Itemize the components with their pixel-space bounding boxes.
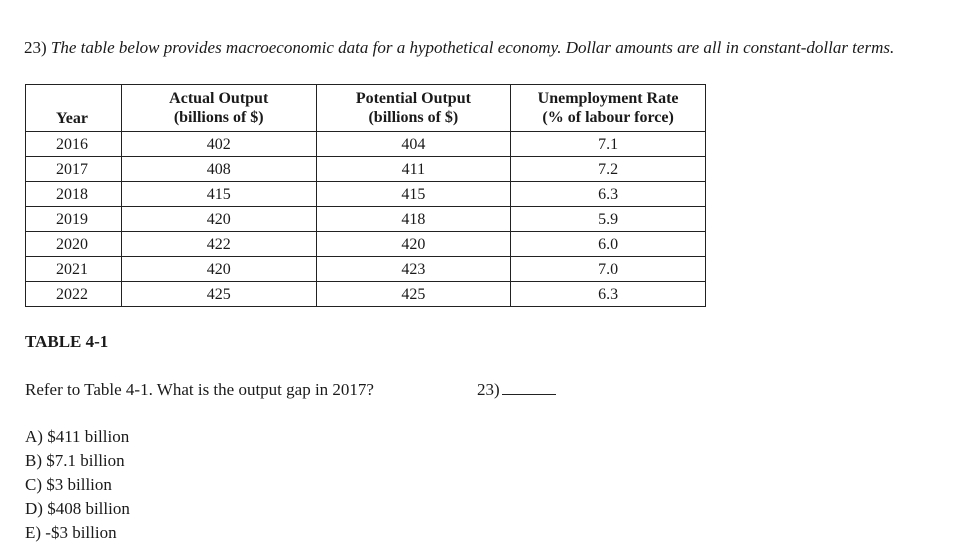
header-potential-output-line1: Potential Output [355,90,471,107]
table-caption: TABLE 4-1 [25,332,109,351]
cell-unemployment-rate: 6.0 [511,232,706,257]
choice-d: D) $408 billion [25,499,130,518]
cell-unemployment-rate: 7.2 [511,157,706,182]
cell-actual-output: 408 [121,157,316,182]
cell-year: 2016 [26,132,122,157]
macroeconomic-data-table [25,84,706,307]
question-number: 23) [24,38,47,57]
answer-label: 23) [477,380,500,399]
cell-year: 2019 [26,207,122,232]
choice-a: A) $411 billion [25,427,130,446]
cell-unemployment-rate: 6.3 [511,282,706,307]
question-stem: The table below provides macroeconomic data for a hypothetical economy. Dollar amounts are all in constant-dollar terms. [50,38,895,57]
cell-potential-output: 411 [316,157,511,182]
cell-year: 2017 [26,157,122,182]
cell-year: 2021 [26,257,122,282]
question-header [24,38,894,58]
answer-blank-line [502,380,556,395]
cell-actual-output: 415 [121,182,316,207]
cell-potential-output: 420 [316,232,511,257]
header-potential-output-line2: (billions of $) [368,109,459,126]
header-actual-output-line2: (billions of $) [173,109,264,126]
header-actual-output [121,85,316,132]
table-row [26,257,706,282]
table-row [26,282,706,307]
cell-potential-output: 404 [316,132,511,157]
cell-actual-output: 402 [121,132,316,157]
choice-e: E) -$3 billion [25,523,117,542]
table-row [26,157,706,182]
cell-actual-output: 420 [121,207,316,232]
header-unemployment-rate-line2: (% of labour force) [542,109,674,126]
header-unemployment-rate-line1: Unemployment Rate [537,90,679,107]
question-prompt: Refer to Table 4-1. What is the output gap in 2017? [25,380,374,399]
table-row [26,182,706,207]
table-header-row [26,85,706,132]
header-potential-output [316,85,511,132]
cell-unemployment-rate: 7.1 [511,132,706,157]
cell-potential-output: 425 [316,282,511,307]
cell-year: 2022 [26,282,122,307]
table-row [26,132,706,157]
table-row [26,232,706,257]
header-actual-output-line1: Actual Output [169,90,269,107]
cell-actual-output: 422 [121,232,316,257]
cell-actual-output: 420 [121,257,316,282]
cell-unemployment-rate: 6.3 [511,182,706,207]
choice-b: B) $7.1 billion [25,451,125,470]
cell-actual-output: 425 [121,282,316,307]
answer-choices [25,425,130,545]
cell-unemployment-rate: 7.0 [511,257,706,282]
header-year: Year [26,85,122,132]
cell-potential-output: 418 [316,207,511,232]
header-unemployment-rate [511,85,706,132]
cell-potential-output: 423 [316,257,511,282]
cell-year: 2020 [26,232,122,257]
answer-slot [477,380,556,400]
choice-c: C) $3 billion [25,475,112,494]
cell-year: 2018 [26,182,122,207]
cell-potential-output: 415 [316,182,511,207]
table-row [26,207,706,232]
cell-unemployment-rate: 5.9 [511,207,706,232]
